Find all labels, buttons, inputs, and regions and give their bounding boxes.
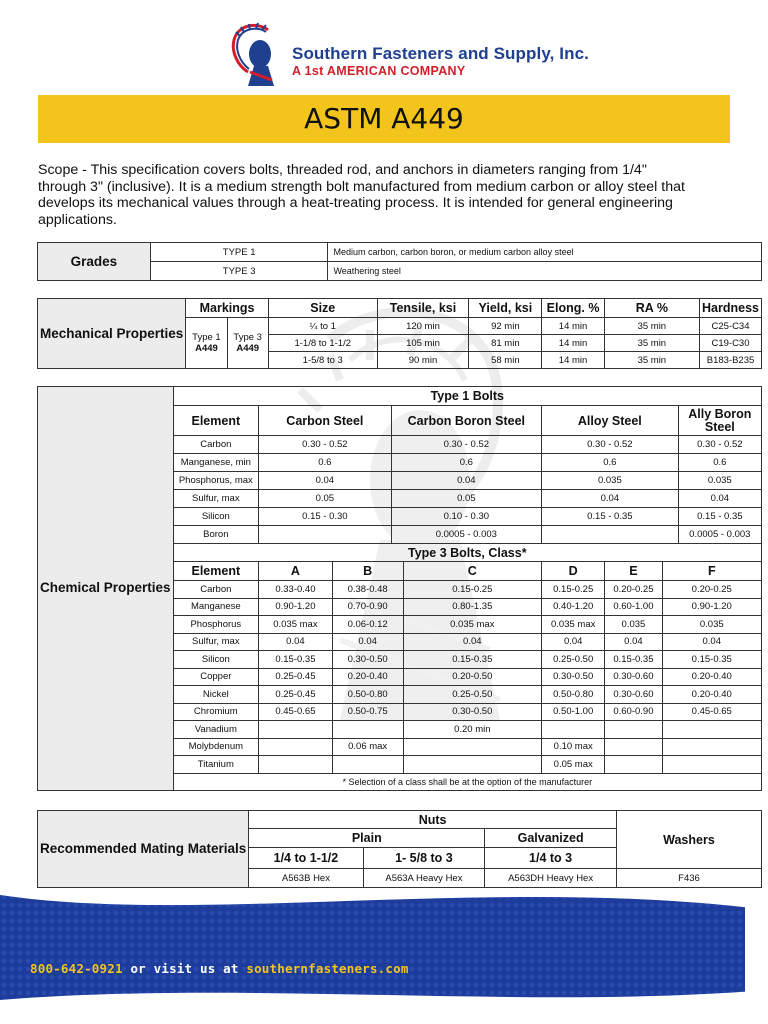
cell-value: 0.25-0.50 (403, 686, 542, 704)
cell-value: 0.30-0.50 (332, 651, 403, 669)
cell-value: 0.035 (678, 472, 761, 490)
element-name: Molybdenum (173, 738, 259, 756)
cell-value: 0.20 min (403, 721, 542, 739)
cell-value: 0.6 (391, 454, 541, 472)
cell-value: 0.33-0.40 (259, 581, 333, 599)
column-header: Alloy Steel (542, 406, 679, 436)
cell-value: 0.15 - 0.35 (542, 508, 679, 526)
cell-value: 0.0005 - 0.003 (678, 526, 761, 544)
nut-value: A563B Hex (249, 869, 363, 888)
cell-value: 0.20-0.40 (662, 668, 761, 686)
column-header: Hardness (700, 299, 762, 318)
column-header: Yield, ksi (469, 299, 542, 318)
cell-value (259, 756, 333, 774)
chemical-properties-table (37, 386, 762, 791)
cell-value: 0.04 (542, 490, 679, 508)
element-name: Titanium (173, 756, 259, 774)
element-name: Phosphorus, max (173, 472, 259, 490)
cell-value: 0.20-0.25 (605, 581, 662, 599)
cell-size: ¼ to 1 (268, 318, 377, 335)
cell-value: 0.04 (403, 633, 542, 651)
footer-website-link[interactable]: southernfasteners.com (246, 961, 409, 976)
cell-value (403, 756, 542, 774)
column-header: A (259, 562, 333, 581)
cell-tensile: 105 min (377, 335, 469, 352)
cell-value (403, 738, 542, 756)
cell-value: 0.40-1.20 (542, 598, 605, 616)
cell-value: 0.60-0.90 (605, 703, 662, 721)
cell-value: 0.30 - 0.52 (542, 436, 679, 454)
mechanical-properties-table (37, 298, 762, 369)
element-name: Carbon (173, 436, 259, 454)
cell-value: 0.06-0.12 (332, 616, 403, 634)
galvanized-header: Galvanized (485, 829, 617, 848)
column-header: B (332, 562, 403, 581)
column-header: Carbon Boron Steel (391, 406, 541, 436)
element-name: Nickel (173, 686, 259, 704)
cell-value: 0.30 - 0.52 (391, 436, 541, 454)
cell-value: 0.50-0.80 (332, 686, 403, 704)
cell-tensile: 120 min (377, 318, 469, 335)
size-header: 1- 5/8 to 3 (363, 848, 485, 869)
cell-value: 0.50-0.75 (332, 703, 403, 721)
cell-value: 0.25-0.45 (259, 686, 333, 704)
cell-value: 0.04 (391, 472, 541, 490)
cell-elongation: 14 min (542, 335, 604, 352)
cell-value: 0.04 (332, 633, 403, 651)
element-name: Manganese, min (173, 454, 259, 472)
cell-value: 0.45-0.65 (662, 703, 761, 721)
cell-value: 0.15-0.25 (542, 581, 605, 599)
cell-hardness: C19-C30 (700, 335, 762, 352)
washer-value: F436 (616, 869, 761, 888)
size-header: 1/4 to 1-1/2 (249, 848, 363, 869)
cell-value: 0.15-0.35 (403, 651, 542, 669)
cell-value: 0.30-0.60 (605, 686, 662, 704)
element-name: Manganese (173, 598, 259, 616)
cell-value: 0.50-1.00 (542, 703, 605, 721)
cell-value: 0.30-0.60 (605, 668, 662, 686)
cell-value (662, 756, 761, 774)
chemical-footnote: * Selection of a class shall be at the option of the manufacturer (173, 773, 761, 790)
column-header: Size (268, 299, 377, 318)
column-header: D (542, 562, 605, 581)
cell-value: 0.30 - 0.52 (259, 436, 392, 454)
mating-materials-table (37, 810, 762, 888)
column-header: Element (173, 406, 259, 436)
cell-value: 0.06 max (332, 738, 403, 756)
cell-hardness: B183-B235 (700, 352, 762, 369)
cell-elongation: 14 min (542, 318, 604, 335)
element-name: Boron (173, 526, 259, 544)
cell-value: 0.20-0.40 (332, 668, 403, 686)
grade-description: Weathering steel (328, 262, 762, 281)
chemical-label: Chemical Properties (38, 387, 174, 791)
cell-value: 0.035 (542, 472, 679, 490)
cell-value (332, 756, 403, 774)
type3-bolts-title: Type 3 Bolts, Class* (173, 544, 761, 562)
cell-value: 0.035 max (542, 616, 605, 634)
cell-value: 0.035 (662, 616, 761, 634)
column-header: Markings (186, 299, 269, 318)
title-bar (38, 95, 730, 143)
cell-value: 0.45-0.65 (259, 703, 333, 721)
cell-value: 0.15 - 0.35 (678, 508, 761, 526)
element-name: Chromium (173, 703, 259, 721)
grade-type: TYPE 1 (150, 243, 328, 262)
cell-value (542, 721, 605, 739)
column-header: Carbon Steel (259, 406, 392, 436)
cell-value: 0.15-0.35 (605, 651, 662, 669)
element-name: Silicon (173, 508, 259, 526)
page-title: ASTM A449 (304, 102, 464, 135)
column-header: E (605, 562, 662, 581)
cell-value: 0.30 - 0.52 (678, 436, 761, 454)
cell-value: 0.30-0.50 (542, 668, 605, 686)
washers-header: Washers (616, 811, 761, 869)
column-header: C (403, 562, 542, 581)
column-header: Element (173, 562, 259, 581)
cell-value: 0.035 (605, 616, 662, 634)
cell-value: 0.6 (678, 454, 761, 472)
cell-value: 0.04 (662, 633, 761, 651)
nut-value: A563A Heavy Hex (363, 869, 485, 888)
cell-value: 0.15-0.25 (403, 581, 542, 599)
mating-label: Recommended Mating Materials (38, 811, 249, 888)
column-header: RA % (604, 299, 699, 318)
cell-value (542, 526, 679, 544)
grades-label: Grades (38, 243, 151, 281)
element-name: Silicon (173, 651, 259, 669)
cell-value: 0.10 - 0.30 (391, 508, 541, 526)
cell-value: 0.04 (259, 633, 333, 651)
footer-text: or visit us at (122, 961, 247, 976)
footer-banner (0, 885, 768, 1024)
column-header: Tensile, ksi (377, 299, 469, 318)
cell-value: 0.25-0.50 (542, 651, 605, 669)
company-name: Southern Fasteners and Supply, Inc. (292, 44, 589, 63)
cell-value: 0.70-0.90 (332, 598, 403, 616)
element-name: Copper (173, 668, 259, 686)
cell-value: 0.0005 - 0.003 (391, 526, 541, 544)
company-logo (228, 22, 286, 88)
cell-value: 0.05 (259, 490, 392, 508)
cell-value: 0.20-0.25 (662, 581, 761, 599)
type1-bolts-title: Type 1 Bolts (173, 387, 761, 406)
element-name: Phosphorus (173, 616, 259, 634)
cell-value: 0.05 max (542, 756, 605, 774)
marking-type3-label: Type 3 (233, 332, 262, 343)
footer-contact (30, 961, 409, 976)
grade-description: Medium carbon, carbon boron, or medium carbon alloy steel (328, 243, 762, 262)
cell-value: 0.20-0.40 (662, 686, 761, 704)
cell-value: 0.50-0.80 (542, 686, 605, 704)
grade-type: TYPE 3 (150, 262, 328, 281)
marking-type3 (227, 318, 268, 369)
cell-size: 1-5/8 to 3 (268, 352, 377, 369)
cell-value: 0.25-0.45 (259, 668, 333, 686)
scope-paragraph: Scope - This specification covers bolts, threaded rod, and anchors in diameters ranging from 1/4" through 3" (inclusive). It is a medium strength bolt manufactured from medium carbon or alloy steel that develops its mechanical values through a heat-treating process. It is intended for general engineering applications. (38, 162, 685, 228)
cell-value: 0.04 (605, 633, 662, 651)
cell-value: 0.15 - 0.30 (259, 508, 392, 526)
cell-value: 0.20-0.50 (403, 668, 542, 686)
cell-value: 0.30-0.50 (403, 703, 542, 721)
cell-value (662, 721, 761, 739)
cell-value: 0.15-0.35 (259, 651, 333, 669)
cell-value: 0.05 (391, 490, 541, 508)
plain-header: Plain (249, 829, 485, 848)
cell-yield: 58 min (469, 352, 542, 369)
footer-phone[interactable]: 800-642-0921 (30, 961, 123, 976)
cell-size: 1-1/8 to 1-1/2 (268, 335, 377, 352)
marking-type1 (186, 318, 227, 369)
cell-value (662, 738, 761, 756)
nut-value: A563DH Heavy Hex (485, 869, 617, 888)
element-name: Sulfur, max (173, 633, 259, 651)
element-name: Vanadium (173, 721, 259, 739)
cell-value: 0.04 (259, 472, 392, 490)
cell-elongation: 14 min (542, 352, 604, 369)
cell-yield: 81 min (469, 335, 542, 352)
cell-value: 0.90-1.20 (259, 598, 333, 616)
cell-tensile: 90 min (377, 352, 469, 369)
mechanical-label: Mechanical Properties (38, 299, 186, 369)
cell-value: 0.04 (542, 633, 605, 651)
cell-value: 0.035 max (403, 616, 542, 634)
nuts-header: Nuts (249, 811, 617, 829)
marking-type1-mark: A449 (195, 343, 218, 354)
cell-value: 0.04 (678, 490, 761, 508)
cell-value (259, 721, 333, 739)
cell-value: 0.80-1.35 (403, 598, 542, 616)
cell-yield: 92 min (469, 318, 542, 335)
cell-value: 0.90-1.20 (662, 598, 761, 616)
cell-value (605, 738, 662, 756)
cell-value: 0.38-0.48 (332, 581, 403, 599)
cell-value: 0.035 max (259, 616, 333, 634)
grades-table (37, 242, 762, 281)
column-header: Elong. % (542, 299, 604, 318)
column-header: F (662, 562, 761, 581)
cell-ra: 35 min (604, 318, 699, 335)
cell-value: 0.6 (259, 454, 392, 472)
cell-value (259, 526, 392, 544)
cell-value: 0.10 max (542, 738, 605, 756)
element-name: Carbon (173, 581, 259, 599)
cell-ra: 35 min (604, 352, 699, 369)
header (0, 20, 768, 90)
element-name: Sulfur, max (173, 490, 259, 508)
cell-value (332, 721, 403, 739)
cell-hardness: C25-C34 (700, 318, 762, 335)
column-header: Ally Boron Steel (678, 406, 761, 436)
size-header: 1/4 to 3 (485, 848, 617, 869)
cell-value: 0.6 (542, 454, 679, 472)
cell-value (259, 738, 333, 756)
cell-value: 0.60-1.00 (605, 598, 662, 616)
marking-type1-label: Type 1 (192, 332, 221, 343)
cell-value: 0.15-0.35 (662, 651, 761, 669)
cell-ra: 35 min (604, 335, 699, 352)
marking-type3-mark: A449 (236, 343, 260, 354)
company-subtitle: A 1st AMERICAN COMPANY (292, 64, 466, 78)
cell-value (605, 756, 662, 774)
cell-value (605, 721, 662, 739)
